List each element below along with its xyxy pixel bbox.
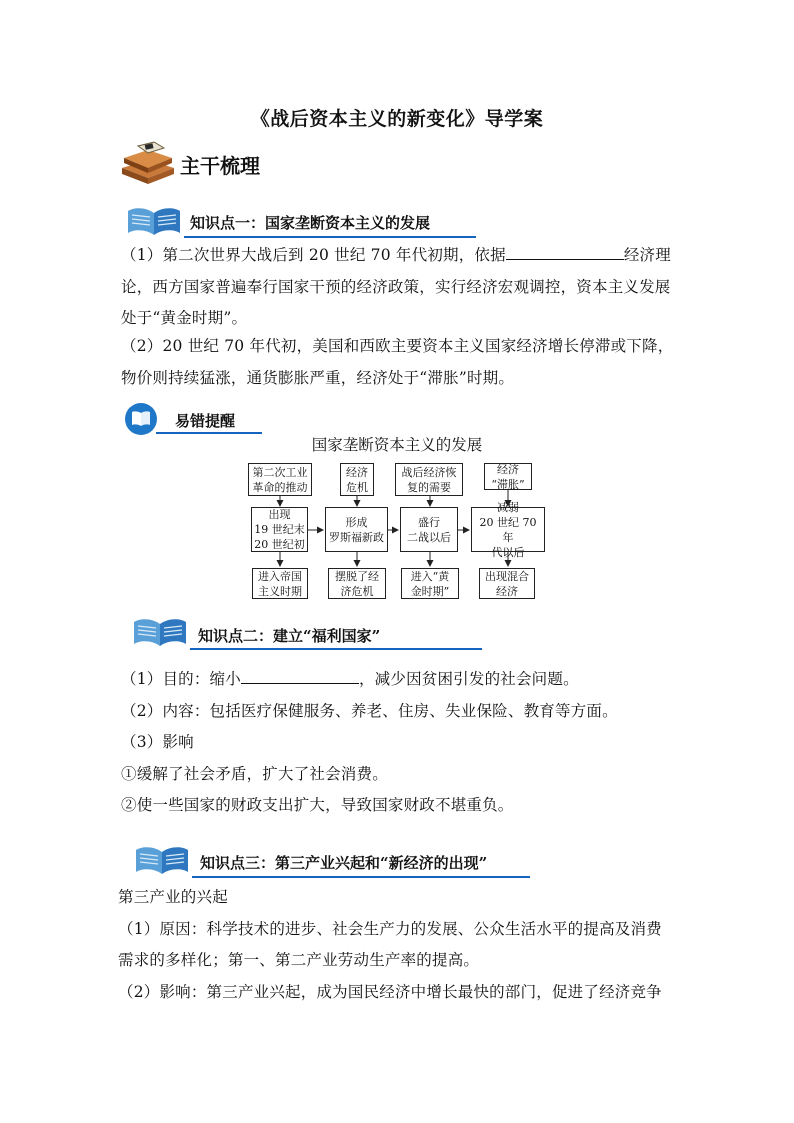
diagram-box-bottom-2: 摆脱了经 济危机	[328, 568, 386, 599]
text-line: （2）影响：第三产业兴起，成为国民经济中增长最快的部门，促进了经济竞争	[118, 982, 662, 1001]
open-book-icon	[124, 205, 184, 237]
diagram-box-bottom-1: 进入帝国 主义时期	[252, 568, 308, 599]
diagram-box-mid-4: 减弱 20 世纪 70 年 代以后	[471, 507, 545, 552]
text-line: 需求的多样化；第一、第二产业劳动生产率的提高。	[118, 951, 480, 969]
diagram-title: 国家垄断资本主义的发展	[311, 436, 483, 454]
section-1-title: 知识点一：国家垄断资本主义的发展	[190, 214, 431, 232]
text-line: （1）原因：科学技术的进步、社会生产力的发展、公众生活水平的提高及消费	[118, 919, 662, 938]
diagram-box-top-1: 第二次工业 革命的推动	[248, 463, 312, 496]
diagram-box-top-4: 经济 “滞胀”	[484, 463, 532, 490]
text-line: 经济理	[623, 246, 671, 264]
section-1-underline	[184, 236, 476, 238]
text-line: 处于“黄金时期”。	[121, 309, 248, 327]
diagram-box-bottom-4: 出现混合 经济	[479, 568, 535, 599]
text-line: （2）内容：包括医疗保健服务、养老、住房、失业保险、教育等方面。	[121, 701, 618, 720]
diagram-box-mid-3: 盛行 二战以后	[400, 507, 458, 552]
section-3-content	[118, 882, 678, 1008]
fill-blank	[506, 239, 624, 260]
text-line: （3）影响	[121, 733, 194, 751]
fill-blank	[241, 663, 359, 684]
open-book-icon	[130, 616, 190, 648]
section-2-content	[121, 663, 681, 822]
diagram-box-top-3: 战后经济恢 复的需要	[395, 463, 463, 496]
section-2-title: 知识点二：建立“福利国家”	[198, 627, 381, 645]
text-line: ①缓解了社会矛盾，扩大了社会消费。	[121, 764, 388, 783]
book-circle-icon	[124, 402, 158, 436]
document-title: 《战后资本主义的新变化》导学案	[250, 108, 544, 130]
section-2-underline	[190, 648, 482, 650]
text-line: ，减少因贫困引发的社会问题。	[358, 670, 579, 688]
text-line: （2）20 世纪 70 年代初，美国和西欧主要资本主义国家经济增长停滞或下降，	[121, 337, 674, 355]
text-line: ②使一些国家的财政支出扩大，导致国家财政不堪重负。	[121, 796, 514, 814]
section-3-title: 知识点三：第三产业兴起和“新经济的出现”	[200, 854, 488, 872]
books-icon	[118, 138, 176, 188]
diagram-box-mid-1: 出现 19 世纪末 20 世纪初	[251, 507, 308, 552]
section-3-subheading: 第三产业的兴起	[118, 888, 228, 906]
section-1-paragraph-2	[121, 331, 681, 394]
reminder-title: 易错提醒	[175, 412, 236, 430]
diagram-box-top-2: 经济 危机	[340, 463, 374, 496]
diagram-box-bottom-3: 进入“黄 金时期”	[401, 568, 459, 599]
main-heading: 主干梳理	[180, 154, 260, 178]
section-1-paragraph-1	[121, 239, 681, 335]
text-line: （1）目的：缩小	[121, 670, 241, 688]
text-line: 论，西方国家普遍奉行国家干预的经济政策，实行经济宏观调控，资本主义发展	[121, 277, 671, 296]
section-3-underline	[192, 876, 530, 878]
diagram-box-mid-2: 形成 罗斯福新政	[325, 507, 388, 552]
text-line: 物价则持续猛涨，通货膨胀严重，经济处于“滞胀”时期。	[121, 368, 515, 387]
text-line: （1）第二次世界大战后到 20 世纪 70 年代初期，依据	[121, 246, 506, 264]
open-book-icon	[132, 844, 192, 876]
